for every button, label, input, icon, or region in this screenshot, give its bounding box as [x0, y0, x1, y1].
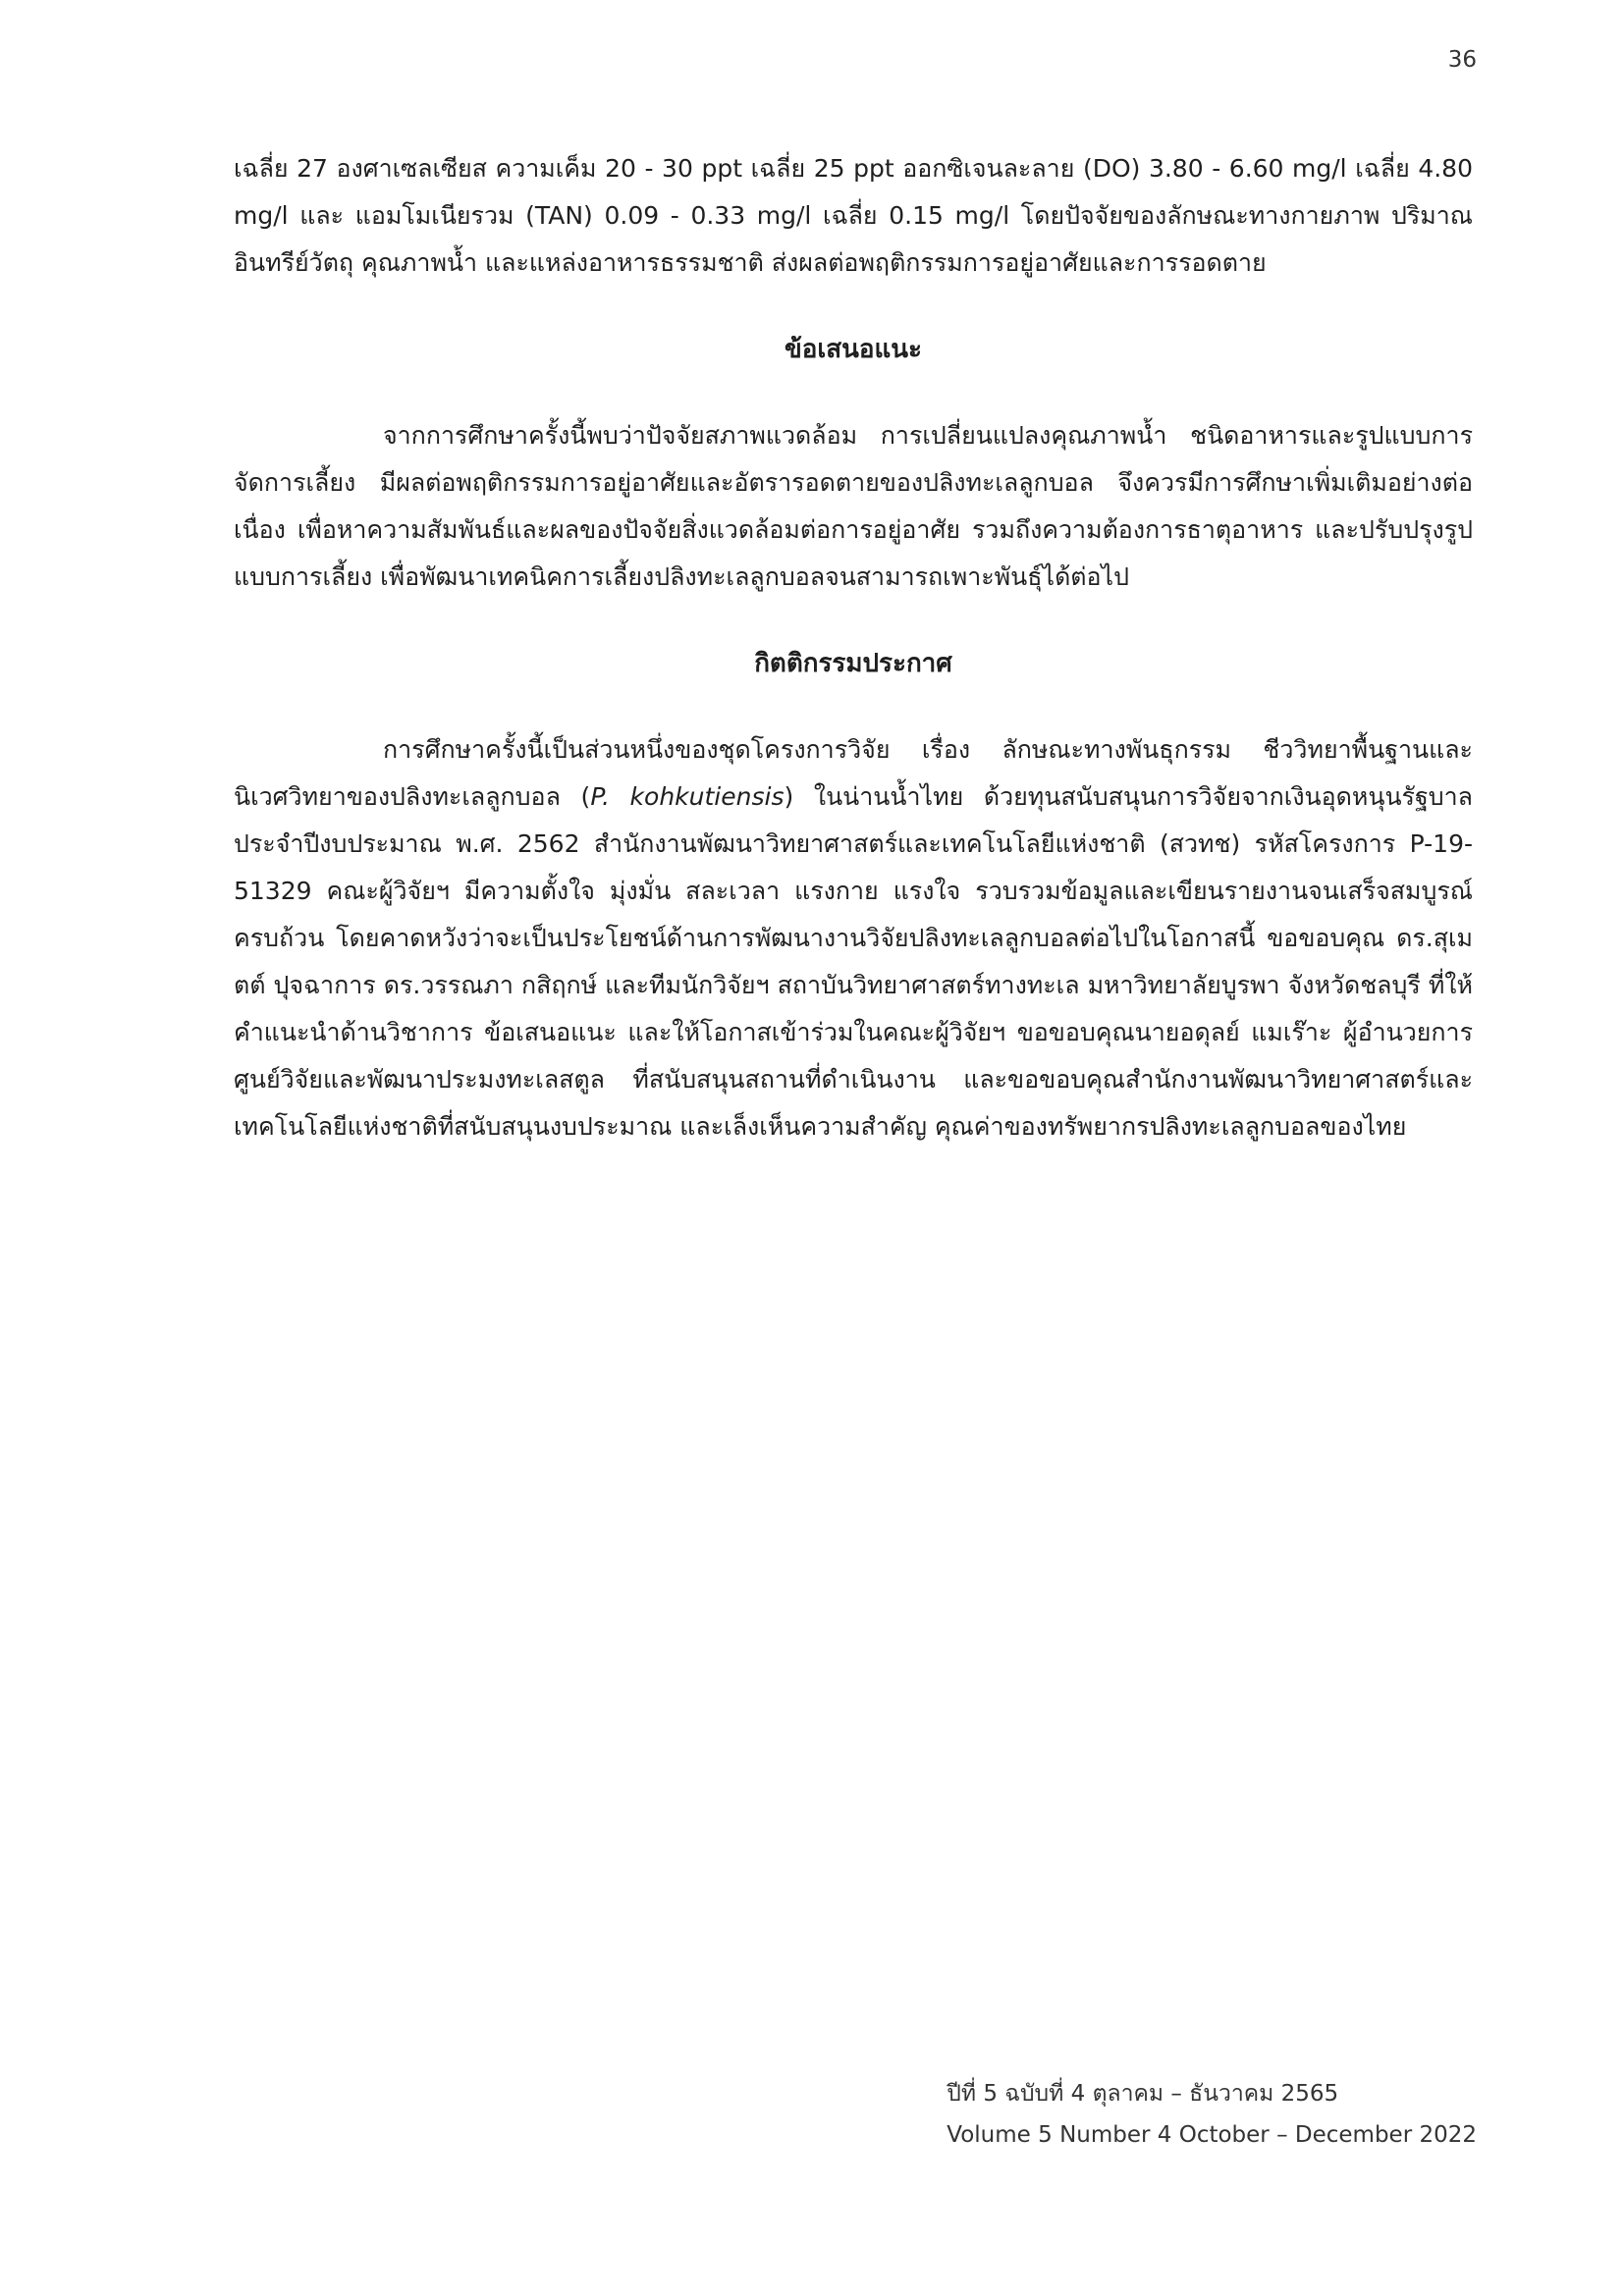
- species-name: P. kohkutiensis: [590, 782, 785, 811]
- acknowledgements-paragraph: [234, 726, 1473, 1150]
- footer-issue-english: Volume 5 Number 4 October – December 2022: [947, 2122, 1477, 2148]
- acknowledgements-text-part-2: ) ในน่านน้ำไทย ด้วยทุนสนับสนุนการวิจัยจากเงินอุดหนุนรัฐบาลประจำปีงบประมาณ พ.ศ. 2562 สำนักงานพัฒนาวิทยาศาสตร์และเทคโนโลยีแห่งชาติ (สวทช) รหัสโครงการ P-19-51329 คณะผู้วิจัยฯ มีความตั้งใจ มุ่งมั่น สละเวลา แรงกาย แรงใจ รวบรวมข้อมูลและเขียนรายงานจนเสร็จสมบูรณ์ ครบถ้วน โดยคาดหวังว่าจะเป็นประโยชน์ด้านการพัฒนางานวิจัยปลิงทะเลลูกบอลต่อไปในโอกาสนี้ ขอขอบคุณ ดร.สุเมตต์ ปุจฉาการ ดร.วรรณภา กสิฤกษ์ และทีมนักวิจัยฯ สถาบันวิทยาศาสตร์ทางทะเล มหาวิทยาลัยบูรพา จังหวัดชลบุรี ที่ให้คำแนะนำด้านวิชาการ ข้อเสนอแนะ และให้โอกาสเข้าร่วมในคณะผู้วิจัยฯ ขอขอบคุณนายอดุลย์ แมเร๊าะ ผู้อำนวยการศูนย์วิจัยและพัฒนาประมงทะเลสตูล ที่สนับสนุนสถานที่ดำเนินงาน และขอขอบคุณสำนักงานพัฒนาวิทยาศาสตร์และเทคโนโลยีแห่งชาติที่สนับสนุนงบประมาณ และเล็งเห็นความสำคัญ คุณค่าของทรัพยากรปลิงทะเลลูกบอลของไทย: [234, 782, 1473, 1141]
- results-paragraph: เฉลี่ย 27 องศาเซลเซียส ความเค็ม 20 - 30 ppt เฉลี่ย 25 ppt ออกซิเจนละลาย (DO) 3.80 - 6.60 mg/l เฉลี่ย 4.80 mg/l และ แอมโมเนียรวม (TAN) 0.09 - 0.33 mg/l เฉลี่ย 0.15 mg/l โดยปัจจัยของลักษณะทางกายภาพ ปริมาณอินทรีย์วัตถุ คุณภาพน้ำ และแหล่งอาหารธรรมชาติ ส่งผลต่อพฤติกรรมการอยู่อาศัยและการรอดตาย: [234, 154, 1473, 277]
- page-number: 36: [1447, 47, 1477, 73]
- acknowledgements-heading: กิตติกรรมประกาศ: [754, 649, 952, 678]
- footer-issue-thai: ปีที่ 5 ฉบับที่ 4 ตุลาคม – ธันวาคม 2565: [947, 2081, 1339, 2107]
- page-body: [234, 145, 1473, 1150]
- acknowledgements-text-part-1: การศึกษาครั้งนี้เป็นส่วนหนึ่งของชุดโครงการวิจัย เรื่อง ลักษณะทางพันธุกรรม ชีววิทยาพื้นฐานและนิเวศวิทยาของปลิงทะเลลูกบอล (: [234, 735, 1473, 811]
- journal-footer: [947, 2073, 1477, 2156]
- recommendations-heading: ข้อเสนอแนะ: [784, 335, 923, 364]
- recommendations-paragraph: จากการศึกษาครั้งนี้พบว่าปัจจัยสภาพแวดล้อม การเปลี่ยนแปลงคุณภาพน้ำ ชนิดอาหารและรูปแบบการจัดการเลี้ยง มีผลต่อพฤติกรรมการอยู่อาศัยและอัตรารอดตายของปลิงทะเลลูกบอล จึงควรมีการศึกษาเพิ่มเติมอย่างต่อเนื่อง เพื่อหาความสัมพันธ์และผลของปัจจัยสิ่งแวดล้อมต่อการอยู่อาศัย รวมถึงความต้องการธาตุอาหาร และปรับปรุงรูปแบบการเลี้ยง เพื่อพัฒนาเทคนิคการเลี้ยงปลิงทะเลลูกบอลจนสามารถเพาะพันธุ์ได้ต่อไป: [234, 421, 1473, 591]
